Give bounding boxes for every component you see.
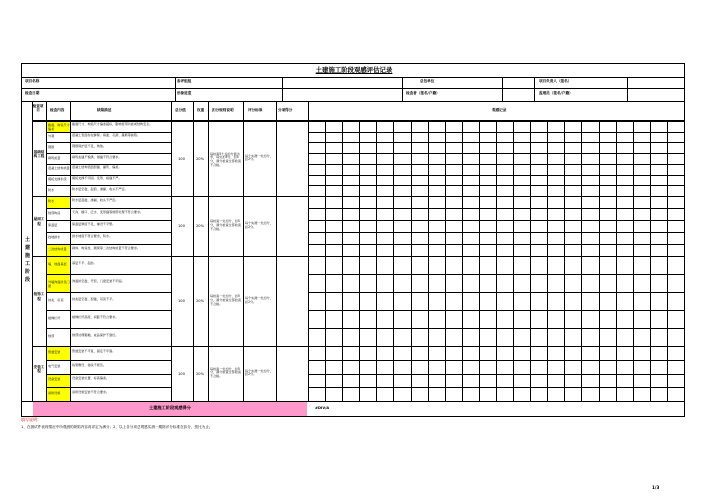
- check-date-label: 检查日期: [25, 91, 40, 95]
- item-name: 细部: [48, 334, 55, 338]
- project-name-label: 项目名称: [25, 79, 40, 83]
- item-description: 截面尺寸、构造尺寸偏差超标，影响使用功能或结构安全。: [72, 122, 153, 127]
- item-name: 消防设施: [48, 391, 61, 396]
- group-total: 100: [178, 156, 185, 161]
- group-weight: 20%: [196, 371, 204, 376]
- item-name: 二次结构质量: [48, 247, 67, 251]
- group-name: 基础结构工程: [33, 149, 45, 159]
- item-description: 砌体、构造柱、圈梁等二次结构质量不符合要求。: [72, 246, 141, 250]
- col-weight: 权重: [197, 108, 205, 112]
- group-weight: 20%: [196, 224, 204, 228]
- group-weight: 20%: [196, 156, 204, 161]
- item-description: 消防设施安装不符合要求。: [72, 390, 110, 395]
- item-description: 防水层空鼓、起泡、渗漏、收头不严密。: [72, 186, 128, 191]
- group-total: 100: [178, 224, 185, 228]
- item-description: 砌筑灰缝不饱满，错缝不符合要求。: [72, 154, 122, 159]
- col-scoring-rule: 扣分规则说明: [212, 108, 234, 112]
- item-name: 保温层: [48, 223, 58, 227]
- item-name: 抹灰、吊顶: [48, 298, 64, 302]
- group-rule: 每检查一处扣分，扣5分，满分检查全部检查不合格。: [210, 294, 241, 306]
- item-description: 混凝土结构表面裂缝、漏浆、偏差。: [72, 165, 122, 170]
- item-name: 细部构造: [48, 211, 61, 215]
- item-description: 排水坡度不符合要求，积水。: [72, 234, 113, 238]
- notes-line: 1、在测试件表现情况中所观测的缺陷内容再详定为满分；2、以上各分项总观感实测一期除评分标准在扣分，按比为止。: [21, 425, 213, 429]
- notes-heading: 填写说明：: [21, 417, 41, 422]
- item-description: 细部处理粗糙，成品保护不到位。: [72, 333, 119, 337]
- page-number: 1/3: [652, 485, 660, 490]
- contractor-label: 总包单位: [420, 79, 435, 83]
- group-weight: 20%: [196, 299, 204, 303]
- col-actual: 分项得分: [278, 108, 293, 112]
- item-description: 设备安装位置、标高偏差。: [72, 376, 110, 381]
- col-check-item: 检查项目: [32, 104, 44, 113]
- item-name: 截面、构造尺寸偏差: [48, 123, 70, 132]
- item-name: 设备安装: [48, 377, 61, 382]
- group-name: 安装工程: [33, 364, 45, 374]
- group-standard: 每个实测一处扣分，扣2分。: [245, 221, 273, 229]
- group-rule: 每检查5个点的分值为零，每处扣5分，扣5分，满分检查全部检查不合格。: [210, 151, 241, 167]
- item-name: 墙、地面基层: [48, 262, 67, 266]
- evaluator-group-label: 参评组组: [177, 79, 192, 83]
- item-name: 外观: [48, 134, 55, 139]
- title-main: 施工阶段观感评估记录: [328, 66, 393, 74]
- evaluator-sign-label: 检查者（签名/户籍）: [406, 91, 440, 95]
- summary-value: #DIV/A: [315, 406, 330, 410]
- stage-label: 土建施工阶段: [24, 237, 30, 283]
- supervisor-sign-label: 监理员（签名/户籍）: [539, 91, 573, 95]
- item-name: 找坡排水: [48, 235, 61, 239]
- item-name: 楼梯栏杆: [48, 316, 61, 320]
- group-rule: 每检查一处扣分，扣5分，满分检查全部检查不合格。: [210, 219, 241, 231]
- group-standard: 每个实测一处扣分，扣2分。: [245, 153, 273, 162]
- item-description: 天沟、檐口、泛水、变形缝等细部处理不符合要求。: [72, 210, 144, 214]
- item-description: 保温层厚度不足，铺设不平整。: [72, 222, 116, 226]
- col-description: 缺陷描述: [97, 108, 112, 112]
- item-name: 防水: [48, 199, 55, 203]
- group-total: 100: [178, 299, 185, 303]
- item-name: 混凝土结构质量: [48, 166, 70, 171]
- col-record: 观感记录: [492, 108, 507, 112]
- item-name: 管道安装: [48, 349, 61, 354]
- col-check-content: 检查内容: [50, 108, 65, 112]
- progress-label: 形象进度: [177, 91, 192, 95]
- page-title: [22, 64, 686, 77]
- item-description: 基层不平、起砂。: [72, 261, 97, 265]
- item-description: 饰面砖空鼓、开裂，门窗安装不牢固。: [72, 279, 125, 283]
- col-total-score: 总分值: [175, 108, 186, 112]
- item-name: 外墙饰面砖及门窗: [48, 280, 70, 288]
- group-standard: 每个实测一处扣分，扣2分。: [245, 296, 273, 304]
- item-description: 模板支撑不牢固、变形、接缝不严。: [72, 175, 122, 180]
- item-name: 防水: [48, 187, 55, 192]
- item-description: 楼梯栏杆高度、间距不符合要求。: [72, 315, 119, 319]
- item-name: 砌筑质量: [48, 155, 61, 160]
- item-description: 混凝土表面存在蜂窝、麻面、孔洞、露筋等缺陷。: [72, 133, 141, 138]
- item-name: 模板支撑系统: [48, 176, 67, 181]
- item-description: 防水层起鼓、渗漏、收头不严密。: [72, 198, 119, 202]
- item-description: 管道安装不平直，固定不牢固。: [72, 348, 116, 353]
- item-name: 电气安装: [48, 363, 61, 368]
- group-name: 屋面工程: [33, 217, 45, 226]
- evaluation-sheet: [21, 63, 685, 417]
- group-name: 装饰工程: [33, 292, 45, 301]
- group-rule: 每检查一处扣分，扣5分，满分检查全部检查不合格。: [210, 366, 241, 379]
- item-name: 钢筋: [48, 144, 55, 149]
- group-total: 100: [178, 371, 185, 376]
- col-standard: 评分标准: [248, 108, 263, 112]
- summary-label: 土建施工阶段观感得分: [149, 405, 191, 410]
- group-standard: 每个实测一处扣分，扣2分。: [245, 368, 273, 377]
- title-prefix: 土建: [315, 66, 329, 74]
- item-description: 抹灰层空鼓、裂缝，吊顶不平。: [72, 297, 116, 301]
- project-manager-label: 项目负责人（签名）: [539, 79, 572, 83]
- item-description: 线管敷设、接线不规范。: [72, 362, 107, 367]
- item-description: 钢筋保护层不足，锈蚀。: [72, 143, 107, 148]
